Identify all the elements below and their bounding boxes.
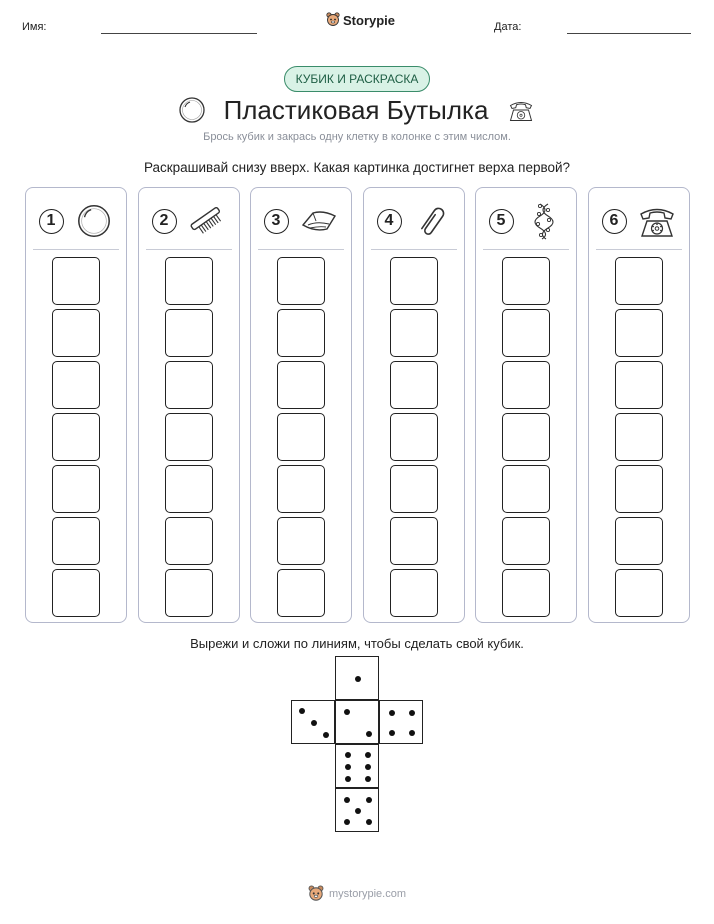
- die-pip: [365, 776, 371, 782]
- column-divider: [258, 249, 344, 250]
- die-pip: [366, 797, 372, 803]
- die-pip: [345, 776, 351, 782]
- color-cell[interactable]: [502, 465, 550, 513]
- column-number: 4: [377, 209, 402, 234]
- die-pip: [389, 730, 395, 736]
- column-4: [363, 187, 465, 623]
- column-number: 6: [602, 209, 627, 234]
- mascot-icon: [308, 885, 324, 903]
- column-number: 5: [489, 209, 514, 234]
- color-cell[interactable]: [277, 413, 325, 461]
- die-pip: [366, 731, 372, 737]
- color-cell[interactable]: [615, 361, 663, 409]
- column-header: [26, 202, 126, 240]
- telephone-icon: [637, 201, 677, 241]
- color-cell[interactable]: [502, 361, 550, 409]
- color-cell[interactable]: [52, 257, 100, 305]
- subtitle: Брось кубик и закрась одну клетку в колонке с этим числом.: [203, 131, 511, 143]
- die-pip: [409, 710, 415, 716]
- column-5: [475, 187, 577, 623]
- die-face-1: [335, 656, 379, 700]
- column-divider: [596, 249, 682, 250]
- die-pip: [344, 819, 350, 825]
- die-pip: [366, 819, 372, 825]
- color-cell[interactable]: [502, 413, 550, 461]
- color-cell[interactable]: [52, 413, 100, 461]
- color-cell[interactable]: [502, 257, 550, 305]
- color-cell[interactable]: [390, 517, 438, 565]
- column-header: [139, 202, 239, 240]
- color-cell[interactable]: [615, 257, 663, 305]
- instruction-text: Раскрашивай снизу вверх. Какая картинка достигнет верха первой?: [143, 160, 571, 175]
- color-cell[interactable]: [52, 465, 100, 513]
- color-cell[interactable]: [502, 309, 550, 357]
- color-cell[interactable]: [277, 361, 325, 409]
- comb-icon: [187, 201, 227, 241]
- color-cell[interactable]: [277, 569, 325, 617]
- color-cell[interactable]: [277, 465, 325, 513]
- color-cell[interactable]: [277, 257, 325, 305]
- cut-instruction: Вырежи и сложи по линиям, чтобы сделать свой кубик.: [190, 636, 524, 651]
- date-line[interactable]: [567, 33, 691, 34]
- color-cell[interactable]: [390, 257, 438, 305]
- color-cell[interactable]: [165, 517, 213, 565]
- color-cell[interactable]: [165, 413, 213, 461]
- page-title: Пластиковая Бутылка: [223, 94, 489, 125]
- footer: [0, 885, 714, 903]
- column-2: [138, 187, 240, 623]
- color-cell[interactable]: [52, 517, 100, 565]
- color-cell[interactable]: [52, 361, 100, 409]
- color-cell[interactable]: [615, 517, 663, 565]
- name-label: Имя:: [22, 21, 47, 33]
- color-cell[interactable]: [52, 309, 100, 357]
- column-header: [589, 202, 689, 240]
- column-1: [25, 187, 127, 623]
- paperclip-icon: [412, 201, 452, 241]
- column-3: [250, 187, 352, 623]
- color-cell[interactable]: [390, 361, 438, 409]
- column-6: [588, 187, 690, 623]
- dna-icon: [524, 201, 564, 241]
- column-divider: [483, 249, 569, 250]
- napkin-icon: [299, 201, 339, 241]
- die-pip: [345, 764, 351, 770]
- column-number: 3: [264, 209, 289, 234]
- color-cell[interactable]: [615, 309, 663, 357]
- die-pip: [355, 676, 361, 682]
- storypie-logo: [326, 12, 395, 28]
- die-pip: [311, 720, 317, 726]
- bubble-icon: [178, 96, 206, 124]
- die-face-4: [379, 700, 423, 744]
- bubble-icon: [74, 201, 114, 241]
- mascot-icon: [326, 12, 340, 28]
- column-number: 1: [39, 209, 64, 234]
- color-cell[interactable]: [502, 569, 550, 617]
- color-cell[interactable]: [277, 309, 325, 357]
- color-cell[interactable]: [52, 569, 100, 617]
- column-divider: [146, 249, 232, 250]
- column-header: [476, 202, 576, 240]
- die-pip: [365, 752, 371, 758]
- color-cell[interactable]: [165, 569, 213, 617]
- color-cell[interactable]: [390, 569, 438, 617]
- date-label: Дата:: [494, 21, 522, 33]
- color-cell[interactable]: [390, 413, 438, 461]
- die-pip: [323, 732, 329, 738]
- column-divider: [371, 249, 457, 250]
- color-cell[interactable]: [165, 309, 213, 357]
- brand-name: Storypie: [343, 12, 396, 28]
- die-pip: [389, 710, 395, 716]
- footer-url[interactable]: mystorypie.com: [328, 888, 407, 900]
- category-badge: КУБИК И РАСКРАСКА: [284, 66, 430, 92]
- color-cell[interactable]: [390, 465, 438, 513]
- die-pip: [345, 752, 351, 758]
- color-cell[interactable]: [165, 257, 213, 305]
- column-header: [364, 202, 464, 240]
- color-cell[interactable]: [615, 569, 663, 617]
- color-cell[interactable]: [615, 413, 663, 461]
- color-cell[interactable]: [502, 517, 550, 565]
- column-header: [251, 202, 351, 240]
- die-pip: [355, 808, 361, 814]
- name-line[interactable]: [101, 33, 257, 34]
- color-cell[interactable]: [277, 517, 325, 565]
- die-face-6: [335, 744, 379, 788]
- die-face-2: [335, 700, 379, 744]
- die-face-5: [335, 788, 379, 832]
- die-pip: [365, 764, 371, 770]
- die-face-3: [291, 700, 335, 744]
- die-pip: [344, 797, 350, 803]
- color-cell[interactable]: [615, 465, 663, 513]
- title-row: [0, 92, 714, 128]
- column-divider: [33, 249, 119, 250]
- die-pip: [409, 730, 415, 736]
- telephone-icon: [506, 95, 536, 125]
- die-pip: [299, 708, 305, 714]
- color-cell[interactable]: [165, 361, 213, 409]
- color-cell[interactable]: [390, 309, 438, 357]
- color-cell[interactable]: [165, 465, 213, 513]
- die-pip: [344, 709, 350, 715]
- column-number: 2: [152, 209, 177, 234]
